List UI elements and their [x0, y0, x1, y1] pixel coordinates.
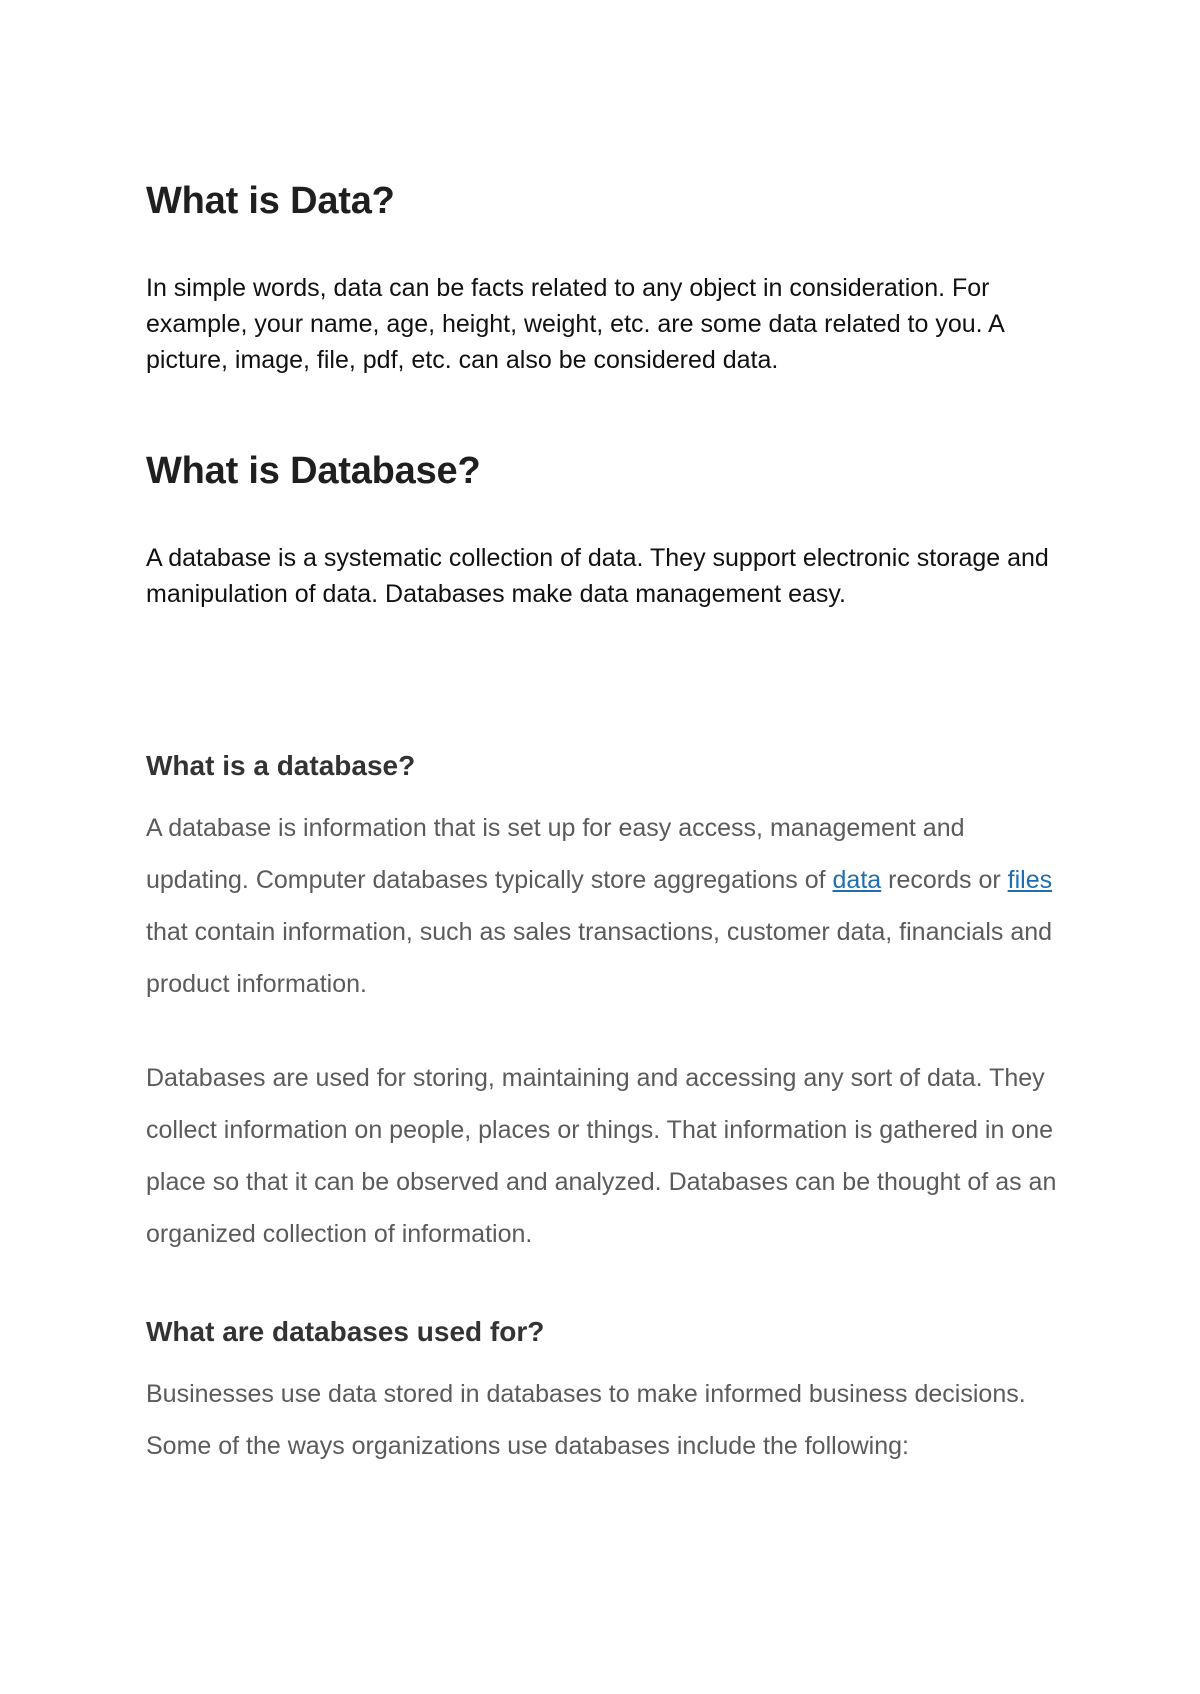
paragraph-database-uses: Databases are used for storing, maintaining and accessing any sort of data. They collect information on people, places or things. That information is gathered in one place so that it can be observed and analyzed. Databases can be thought of as an organized collection of information.	[146, 1064, 1057, 1248]
link-data[interactable]: data	[832, 866, 882, 894]
heading-what-are-databases-used-for: What are databases used for?	[146, 1316, 545, 1347]
paragraph-databases-used-for: Businesses use data stored in databases to make informed business decisions. Some of the ways organizations use databases include the following:	[146, 1380, 1026, 1460]
heading-what-is-data: What is Data?	[146, 180, 395, 222]
text-segment: records or	[881, 866, 1008, 894]
paragraph-what-is-database: A database is a systematic collection of data. They support electronic storage and manipulation of data. Databases make data management easy.	[146, 544, 1049, 608]
paragraph-what-is-data: In simple words, data can be facts related to any object in consideration. For example, your name, age, height, weight, etc. are some data related to you. A picture, image, file, pdf, etc. can also be considered data.	[146, 274, 1004, 374]
heading-what-is-database: What is Database?	[146, 450, 481, 492]
paragraph-database-definition	[146, 802, 1066, 1010]
heading-what-is-a-database: What is a database?	[146, 750, 416, 781]
text-segment: A database is information that is set up for easy access, management and updating. Computer databases typically store aggregations of	[146, 814, 965, 894]
link-files[interactable]: files	[1007, 866, 1053, 894]
text-segment: that contain information, such as sales transactions, customer data, financials and product information.	[146, 918, 1053, 998]
